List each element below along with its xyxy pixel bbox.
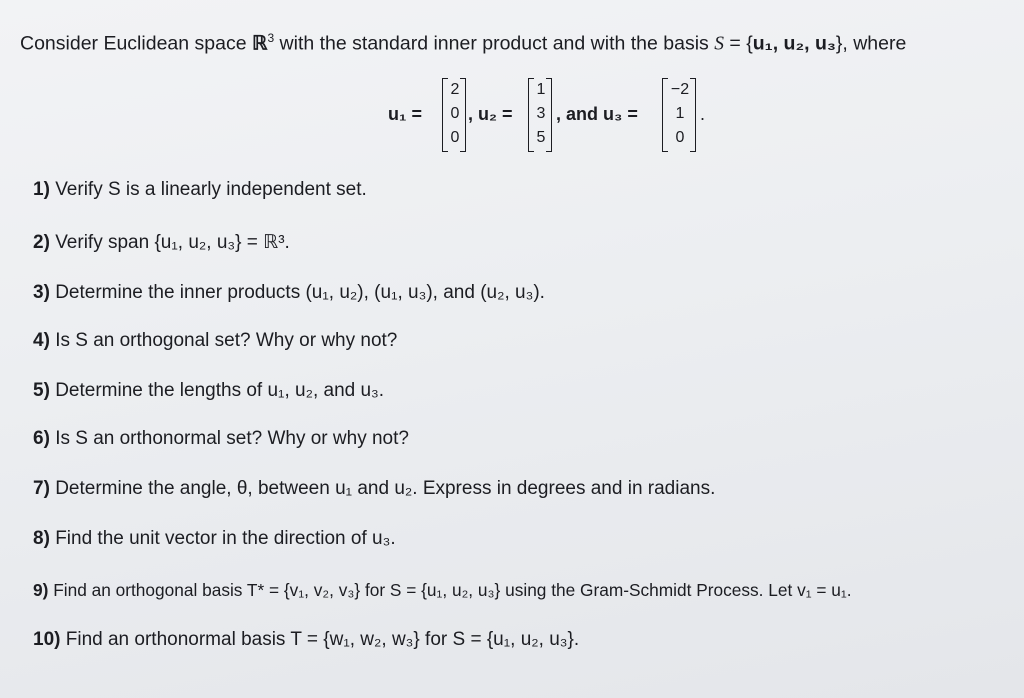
- intro-basis: u₁, u₂, u₃: [752, 32, 836, 55]
- question-6: 6) Is S an orthonormal set? Why or why not?: [33, 428, 409, 449]
- intro-text-4: }, where: [835, 32, 907, 55]
- u1-entry-3: 0: [450, 129, 460, 146]
- question-7: 7) Determine the angle, θ, between u₁ and u₂. Express in degrees and in radians.: [33, 478, 716, 499]
- question-8: 8) Find the unit vector in the direction of u₃.: [33, 528, 396, 549]
- question-2: 2) Verify span {u₁, u₂, u₃} = ℝ³.: [33, 232, 290, 253]
- u2-entry-2: 3: [536, 105, 546, 122]
- u2-entry-3: 5: [536, 129, 546, 146]
- u1-entry-1: 2: [450, 81, 460, 98]
- intro-text-2: with the standard inner product and with the basis: [274, 32, 715, 55]
- u1-entry-2: 0: [450, 105, 460, 122]
- question-9: 9) Find an orthogonal basis T* = {v₁, v₂, v₃} for S = {u₁, u₂, u₃} using the Gram-Schmidt Process. Let v₁ = u₁.: [33, 580, 852, 600]
- u2-entry-1: 1: [536, 81, 546, 98]
- u3-entry-1: −2: [670, 81, 690, 98]
- intro-text: [20, 26, 906, 57]
- vectors-end: .: [700, 104, 706, 124]
- question-3: 3) Determine the inner products (u₁, u₂), (u₁, u₃), and (u₂, u₃).: [33, 282, 545, 303]
- u1-label: u₁ =: [388, 104, 422, 124]
- u2-label: , u₂ =: [468, 104, 513, 124]
- right-bracket: [690, 78, 696, 152]
- u3-label: , and u₃ =: [556, 104, 638, 124]
- question-5: 5) Determine the lengths of u₁, u₂, and u₃.: [33, 380, 385, 401]
- question-10: 10) Find an orthonormal basis T = {w₁, w₂, w₃} for S = {u₁, u₂, u₃}.: [33, 629, 580, 650]
- intro-exp: 3: [267, 31, 275, 45]
- u3-entry-3: 0: [675, 129, 685, 146]
- right-bracket: [460, 78, 466, 152]
- question-4: 4) Is S an orthogonal set? Why or why not?: [33, 330, 398, 351]
- intro-text-1: Consider Euclidean space: [20, 32, 252, 55]
- right-bracket: [546, 78, 552, 152]
- u3-entry-2: 1: [675, 105, 685, 122]
- intro-S: S: [714, 33, 724, 55]
- question-1: 1) Verify S is a linearly independent set.: [33, 179, 367, 200]
- intro-text-3: = {: [723, 32, 753, 55]
- intro-R: ℝ: [251, 32, 268, 55]
